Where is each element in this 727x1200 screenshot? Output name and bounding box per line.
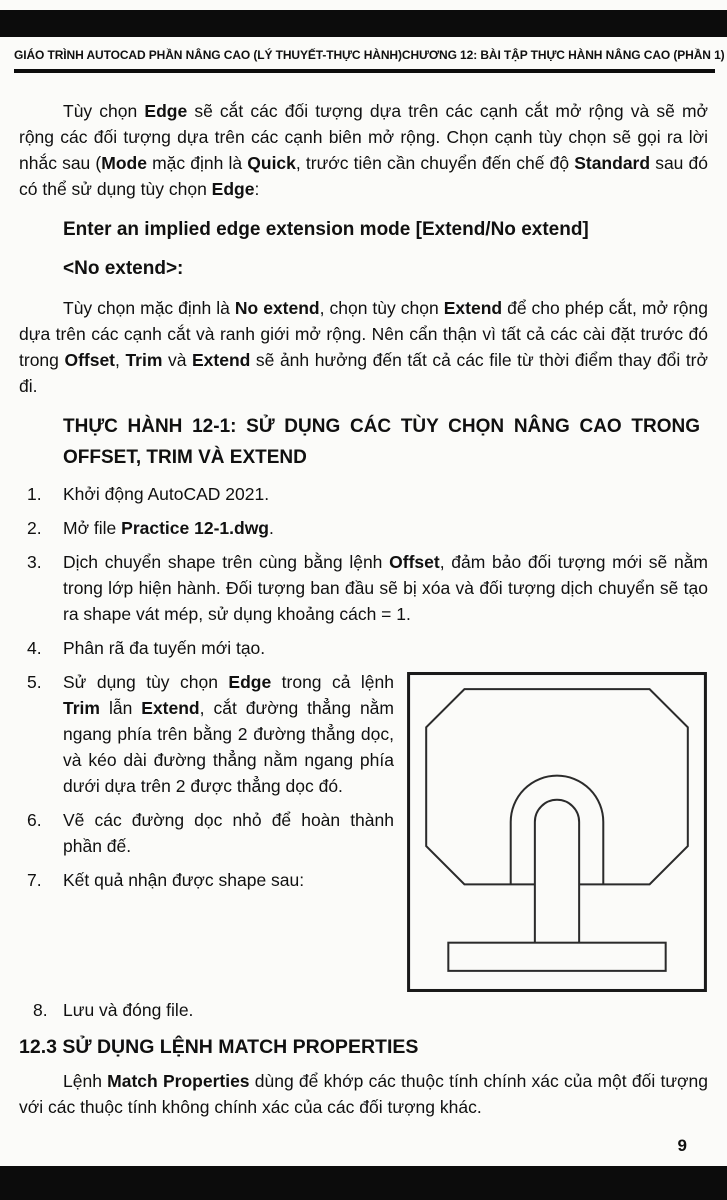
list-item-3: [19, 549, 708, 627]
list-item-text: Lưu và đóng file.: [63, 1000, 194, 1020]
command-prompt-line-2: <No extend>:: [63, 258, 184, 279]
section-12-3-heading: 12.3 SỬ DỤNG LỆNH MATCH PROPERTIES: [19, 1036, 419, 1058]
running-header: [14, 48, 725, 73]
list-item-number: 3.: [27, 552, 42, 572]
list-item-text: Phân rã đa tuyến mới tạo.: [63, 638, 266, 658]
list-item-text: Vẽ các đường dọc nhỏ để hoàn thành phần đế.: [63, 810, 394, 856]
top-black-bar: [0, 10, 727, 37]
list-item-1: [19, 481, 708, 507]
list-item-7: [19, 867, 708, 893]
header-book-title: GIÁO TRÌNH AUTOCAD PHẦN NÂNG CAO (LÝ THUYẾT-THỰC HÀNH): [14, 48, 402, 62]
paragraph-edge-option: Tùy chọn Edge sẽ cắt các đối tượng dựa trên các cạnh cắt mở rộng và sẽ mở rộng các đối tượng dựa trên các cạnh biên mở rộng. Chọn cạnh tùy chọn sẽ gọi ra lời nhắc sau (Mode mặc định là Quick, trước tiên cần chuyển đến chế độ Standard sau đó có thể sử dụng tùy chọn Edge:: [19, 101, 709, 199]
list-item-5: [19, 669, 708, 799]
list-item-number: 2.: [27, 518, 42, 538]
list-item-text: Mở file Practice 12-1.dwg.: [63, 518, 274, 538]
list-item-2: [19, 515, 708, 541]
list-item-number: 5.: [27, 672, 42, 692]
list-item-text: Dịch chuyển shape trên cùng bằng lệnh Offset, đảm bảo đối tượng mới sẽ nằm trong lớp hiện hành. Đối tượng ban đầu sẽ bị xóa và đối tượng dịch chuyển sẽ tạo ra shape vát mép, sử dụng khoảng cách = 1.: [63, 552, 708, 624]
page-content: [19, 86, 708, 1120]
list-with-figure-region: [19, 669, 708, 997]
paragraph-match-properties: Lệnh Match Properties dùng để khớp các thuộc tính chính xác của một đối tượng với các thuộc tính không chính xác của các đối tượng khác.: [19, 1071, 708, 1117]
list-item-number: 6.: [27, 810, 42, 830]
numbered-list: [19, 481, 708, 1023]
list-item-text: Kết quả nhận được shape sau:: [63, 870, 305, 890]
list-item-6: [19, 807, 708, 859]
command-prompt-line-1: Enter an implied edge extension mode [Extend/No extend]: [63, 219, 589, 240]
list-item-text: Sử dụng tùy chọn Edge trong cả lệnh Trim lẫn Extend, cắt đường thẳng nằm ngang phía trên bằng 2 đường thẳng dọc, và kéo dài đường thẳng nằm ngang phía dưới dựa trên 2 được thẳng dọc đó.: [63, 672, 395, 796]
list-item-number: 8.: [33, 1000, 48, 1020]
bottom-black-bar: [0, 1166, 727, 1200]
list-item-8: [19, 997, 708, 1023]
list-item-number: 1.: [27, 484, 42, 504]
list-item-number: 7.: [27, 870, 42, 890]
header-chapter-title: CHƯƠNG 12: BÀI TẬP THỰC HÀNH NÂNG CAO (PHẦN 1): [401, 48, 725, 62]
list-item-4: [19, 635, 708, 661]
page-number: 9: [677, 1136, 687, 1155]
practice-12-1-heading: THỰC HÀNH 12-1: SỬ DỤNG CÁC TÙY CHỌN NÂNG CAO TRONG OFFSET, TRIM VÀ EXTEND: [63, 416, 700, 468]
paragraph-no-extend: Tùy chọn mặc định là No extend, chọn tùy chọn Extend để cho phép cắt, mở rộng dựa trên các cạnh cắt và ranh giới mở rộng. Nên cẩn thận vì tất cả các cài đặt trước đó trong Offset, Trim và Extend sẽ ảnh hưởng đến tất cả các file từ thời điểm thay đổi trở đi.: [19, 298, 708, 396]
list-item-number: 4.: [27, 638, 42, 658]
list-item-text: Khởi động AutoCAD 2021.: [63, 484, 270, 504]
